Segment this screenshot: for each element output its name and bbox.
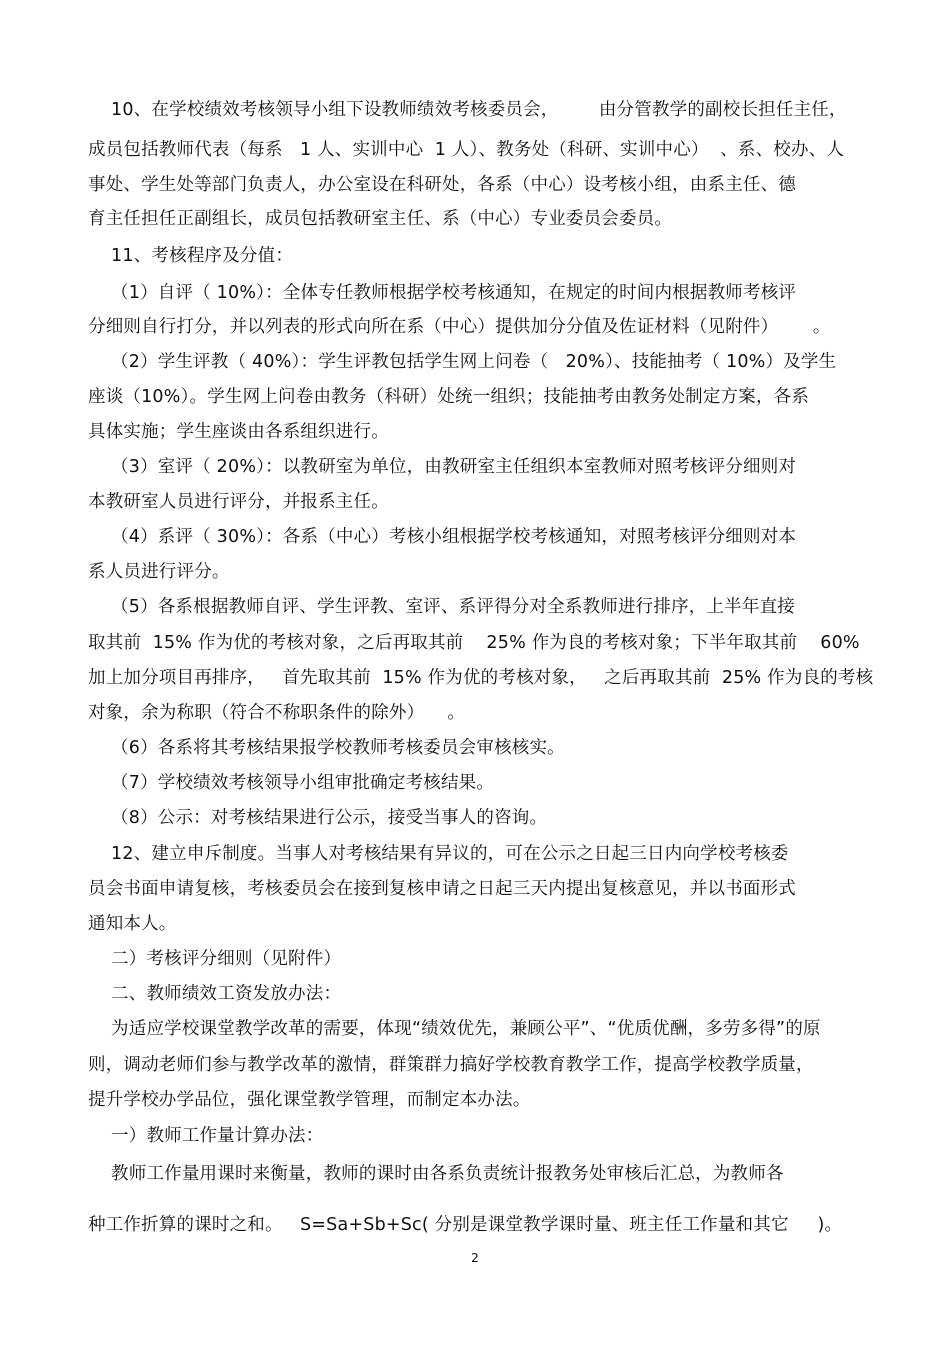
text-line: 11、考核程序及分值： — [88, 246, 294, 266]
text-line: 10、在学校绩效考核领导小组下设教师绩效考核委员会， 由分管教学的副校长担任主任， — [88, 100, 847, 120]
text-line: 一）教师工作量计算办法： — [88, 1126, 324, 1146]
text-line: 教师工作量用课时来衡量，教师的课时由各系负责统计报教务处审核后汇总，为教师各 — [88, 1164, 784, 1184]
text-line: （1）自评（ 10%）：全体专任教师根据学校考核通知，在规定的时间内根据教师考核评 — [88, 283, 797, 303]
text-line: 二）考核评分细则（见附件） — [88, 949, 342, 969]
text-line: （3）室评（ 20%）：以教研室为单位，由教研室主任组织本室教师对照考核评分细则对 — [88, 457, 797, 477]
text-line: 提升学校办学品位，强化课堂教学管理，而制定本办法。 — [88, 1090, 531, 1110]
text-line: 座谈（10%）。学生网上问卷由教务（科研）处统一组织；技能抽考由教务处制定方案，各系 — [88, 387, 810, 407]
text-line: （5）各系根据教师自评、学生评教、室评、系评得分对全系教师进行排序，上半年直接 — [88, 597, 795, 617]
text-line: （4）系评（ 30%）：各系（中心）考核小组根据学校考核通知，对照考核评分细则对本 — [88, 527, 797, 547]
text-line: 系人员进行评分。 — [88, 562, 230, 582]
text-line: 二、教师绩效工资发放办法： — [88, 984, 342, 1004]
text-line: 通知本人。 — [88, 914, 177, 934]
page-number: 2 — [471, 1251, 479, 1265]
text-line: （8）公示：对考核结果进行公示，接受当事人的咨询。 — [88, 808, 548, 828]
text-line: 加上加分项目再排序， 首先取其前 15% 作为优的考核对象， 之后再取其前 25% 作为良的考核 — [88, 668, 874, 688]
text-line: （7）学校绩效考核领导小组审批确定考核结果。 — [88, 773, 495, 793]
text-line: 种工作折算的课时之和。 S=Sa+Sb+Sc( 分别是课堂教学课时量、班主任工作量和其它 )。 — [88, 1215, 843, 1235]
text-line: 为适应学校课堂教学改革的需要，体现“绩效优先，兼顾公平”、“优质优酬，多劳多得”的原 — [88, 1019, 821, 1039]
text-line: （2）学生评教（ 40%）：学生评教包括学生网上问卷（ 20%）、技能抽考（ 10%）及学生 — [88, 352, 837, 372]
text-line: 对象，余为称职（符合不称职条件的除外） 。 — [88, 703, 466, 723]
text-line: 员会书面申请复核，考核委员会在接到复核申请之日起三天内提出复核意见，并以书面形式 — [88, 879, 796, 899]
text-line: 本教研室人员进行评分，并报系主任。 — [88, 492, 389, 512]
text-line: 12、建立申斥制度。当事人对考核结果有异议的，可在公示之日起三日内向学校考核委 — [88, 844, 789, 864]
text-line: 具体实施；学生座谈由各系组织进行。 — [88, 422, 389, 442]
text-line: 取其前 15% 作为优的考核对象，之后再取其前 25% 作为良的考核对象；下半年取其前 60% — [88, 633, 860, 653]
text-line: 则，调动老师们参与教学改革的激情，群策群力搞好学校教育教学工作，提高学校教学质量， — [88, 1055, 814, 1075]
text-line: 事处、学生处等部门负责人，办公室设在科研处，各系（中心）设考核小组，由系主任、德 — [88, 175, 796, 195]
text-line: （6）各系将其考核结果报学校教师考核委员会审核核实。 — [88, 738, 565, 758]
text-line: 育主任担任正副组长，成员包括教研室主任、系（中心）专业委员会委员。 — [88, 209, 673, 229]
text-line: 分细则自行打分，并以列表的形式向所在系（中心）提供加分分值及佐证材料（见附件） 。 — [88, 317, 831, 337]
text-line: 成员包括教师代表（每系 1 人、实训中心 1 人）、教务处（科研、实训中心） 、系、校办、人 — [88, 140, 845, 160]
